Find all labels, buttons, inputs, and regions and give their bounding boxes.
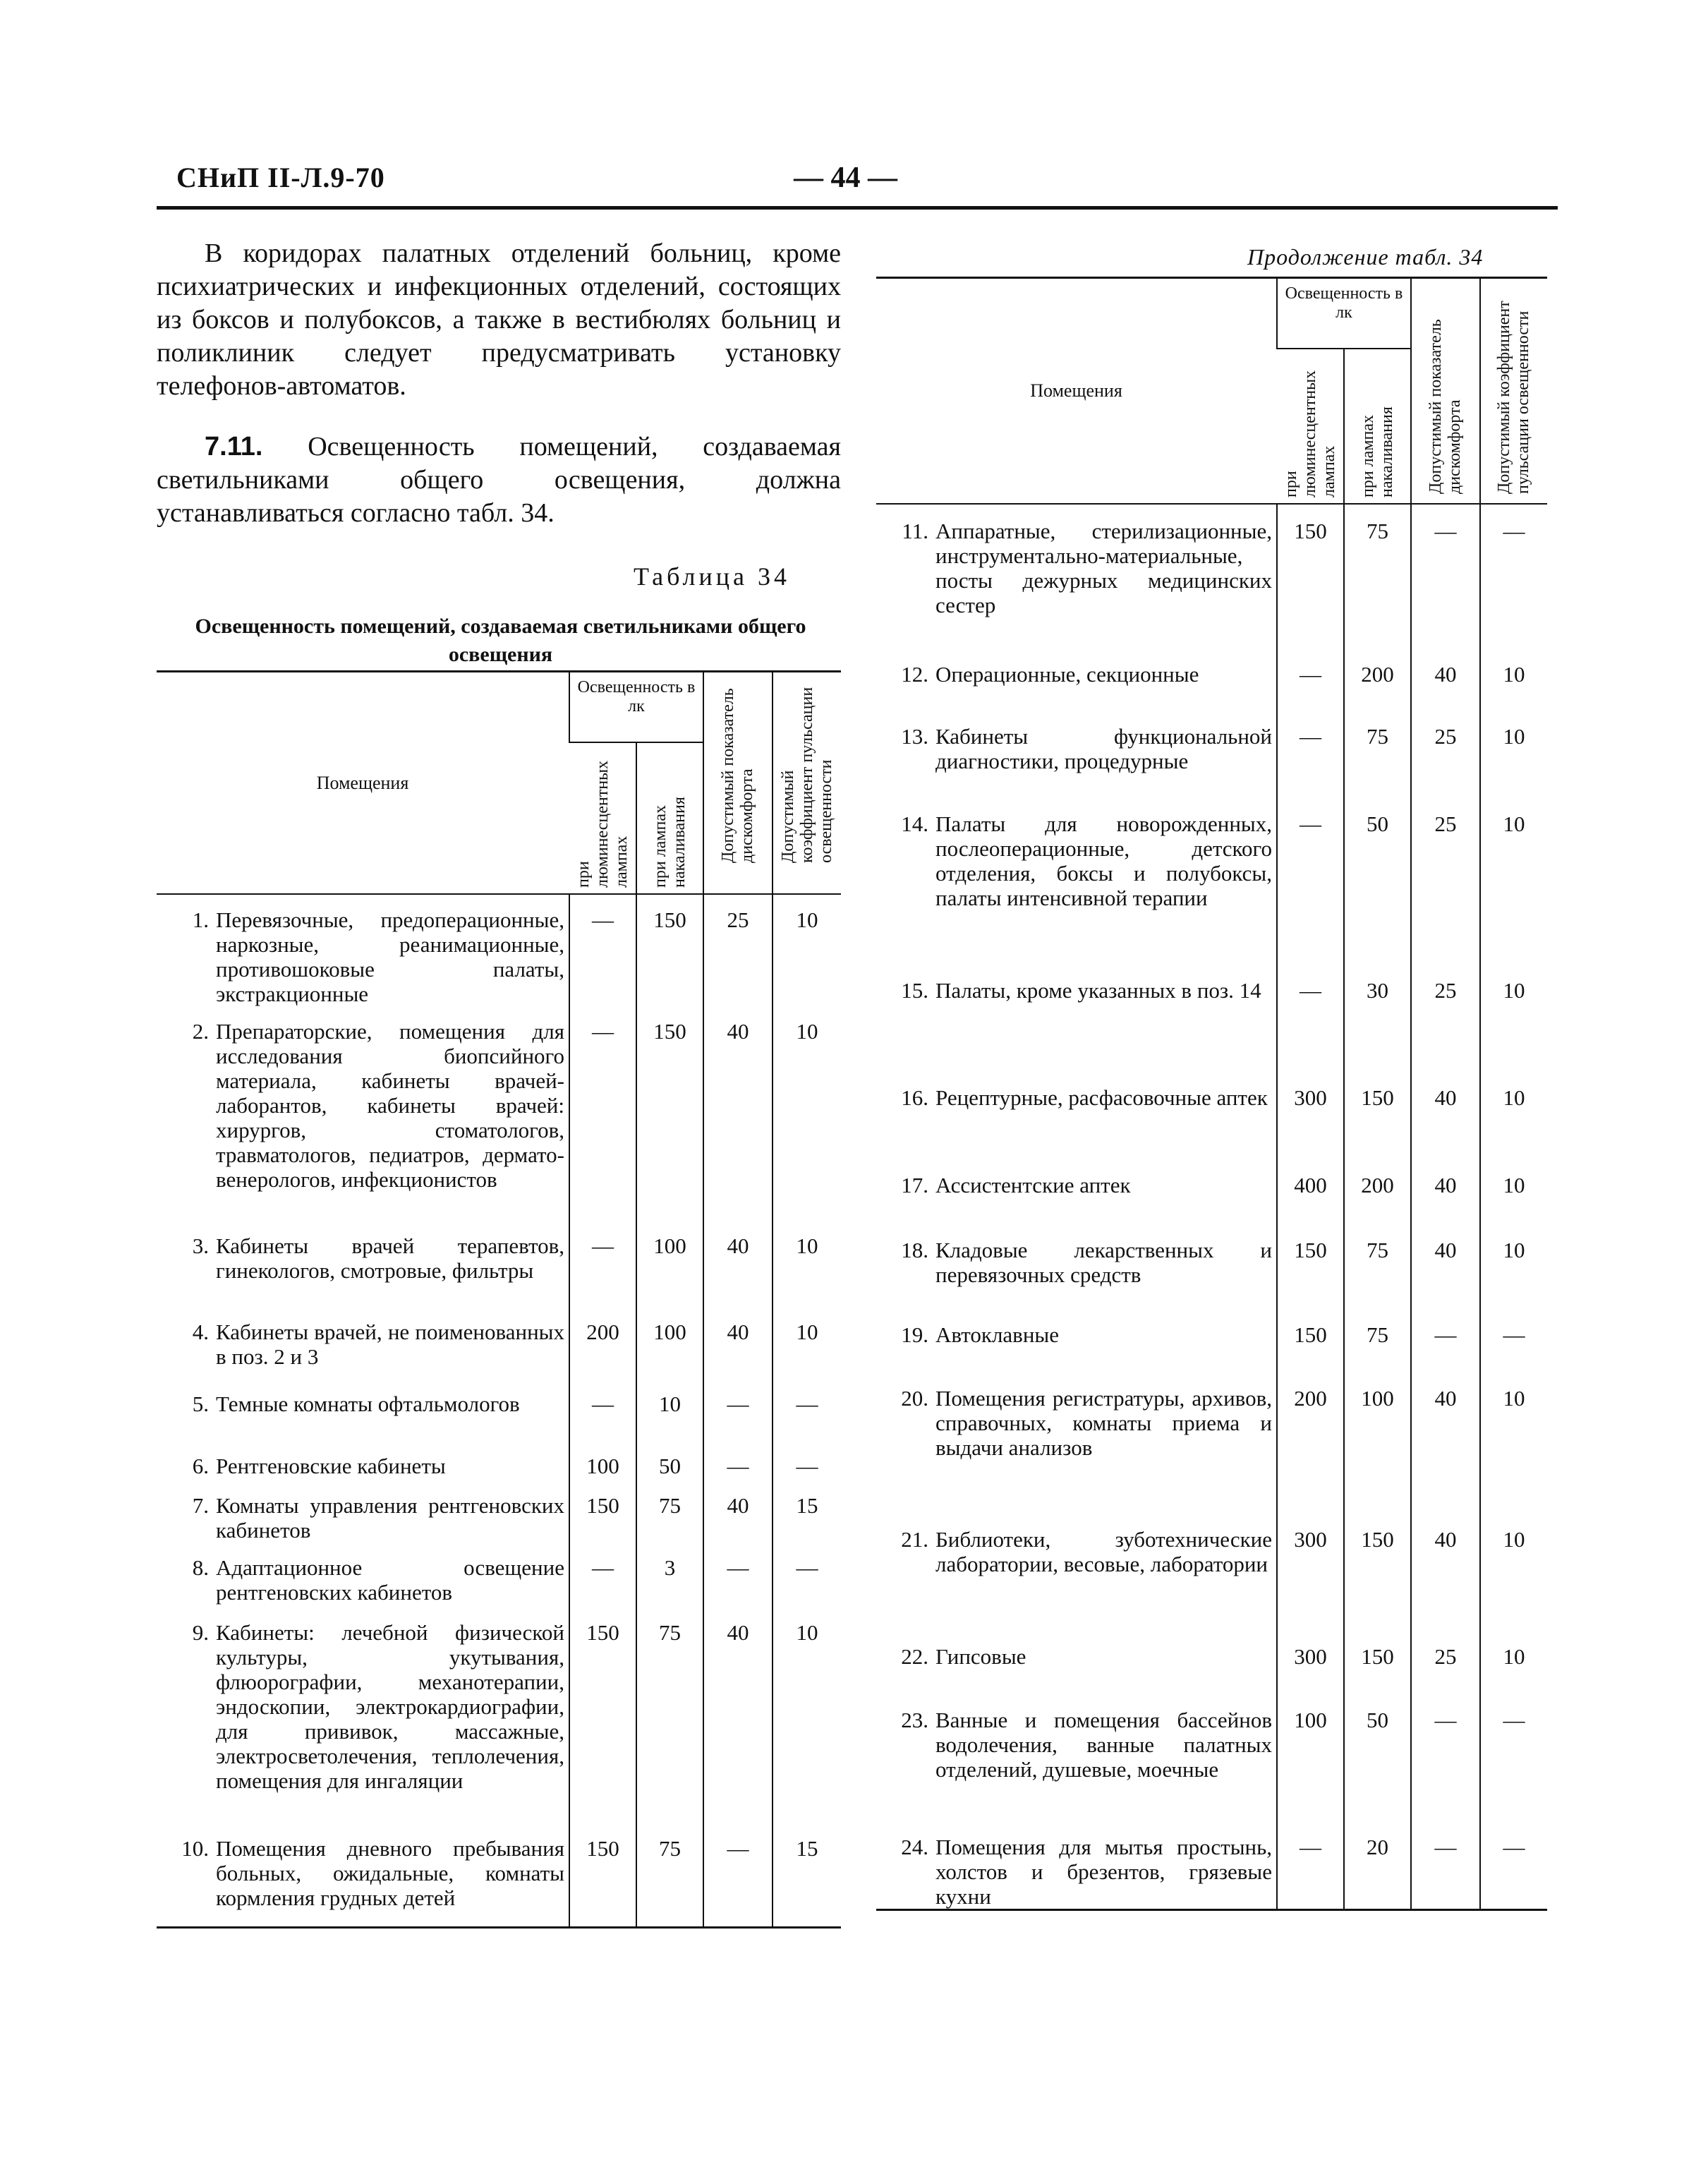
room-name: Библиотеки, зуботехнические лаборатории, весовые, лаборатории [935, 1526, 1272, 1576]
value-fluorescent: — [1277, 1821, 1344, 1910]
room-name: Темные комнаты офтальмологов [216, 1391, 520, 1416]
room-name: Помещения регистратуры, архивов, справочных, комнаты приема и выдачи анализов [935, 1385, 1272, 1460]
row-number: 12. [901, 661, 928, 687]
document-code: СНиП II-Л.9-70 [176, 162, 385, 193]
value-pulsation: 10 [773, 1221, 841, 1307]
row-number: 8. [192, 1555, 209, 1580]
row-number: 22. [901, 1643, 928, 1669]
paragraph-7-11 [157, 430, 841, 530]
value-fluorescent: — [1277, 648, 1344, 710]
room-name: Кабинеты: лечебной физической культуры, укутывания, флюорографии, механотерапии, эндоскопии, электрокардиографии, для прививок, массажные, электросветолечения, теплолечения, помещения для ингаляции [216, 1619, 564, 1793]
value-incandescent: 20 [1344, 1821, 1411, 1910]
room-name: Палаты для новорожденных, послеоперационные, детского отделения, боксы и полубоксы, палаты интенсивной терапии [935, 811, 1272, 910]
table-row [157, 894, 841, 1006]
col-header-incandescent [1344, 349, 1411, 504]
value-incandescent: 75 [636, 1480, 703, 1543]
value-fluorescent: — [569, 1379, 636, 1441]
col-header-discomfort-text: Допустимый показатель дискомфорта [1427, 319, 1464, 494]
room-name: Препараторские, помещения для исследования биопсийного материала, кабинеты врачей-лаборантов, кабинеты врачей: хирургов, стоматологов, травматологов, педиатров, дермато-венерологов, инфекционистов [216, 1018, 564, 1192]
row-number: 2. [192, 1018, 209, 1044]
value-pulsation: 15 [773, 1480, 841, 1543]
value-pulsation: 10 [773, 894, 841, 1006]
value-fluorescent: 150 [569, 1607, 636, 1823]
value-discomfort: 40 [1411, 1071, 1480, 1159]
col-header-fluorescent-text: при люминесцентных лампах [574, 760, 631, 888]
room-name: Рентгеновские кабинеты [216, 1453, 446, 1478]
value-pulsation: 10 [1480, 1224, 1547, 1308]
clause-text: Освещенность помещений, создаваемая светильниками общего освещения, должна устанавливаться согласно табл. 34. [157, 432, 841, 528]
value-discomfort: — [1411, 504, 1480, 648]
room-name: Кабинеты врачей, не поименованных в поз. 2 и 3 [216, 1319, 564, 1369]
value-pulsation: 10 [1480, 1630, 1547, 1694]
row-number: 11. [902, 518, 928, 543]
value-fluorescent: 150 [1277, 1224, 1344, 1308]
col-header-fluorescent-text: при люминесцентных лампах [1281, 370, 1338, 497]
value-incandescent: 200 [1344, 648, 1411, 710]
table-row [876, 1513, 1547, 1630]
table-label: Таблица 34 [634, 562, 790, 591]
table-row [876, 1694, 1547, 1821]
value-fluorescent: 150 [569, 1480, 636, 1543]
value-pulsation: 10 [1480, 1513, 1547, 1630]
room-name: Помещения для мытья простынь, холстов и брезентов, грязевые кухни [935, 1834, 1272, 1909]
value-fluorescent: — [569, 1006, 636, 1221]
table-row [157, 1543, 841, 1607]
value-fluorescent: — [1277, 710, 1344, 797]
value-incandescent: 150 [1344, 1630, 1411, 1694]
value-discomfort: 25 [1411, 797, 1480, 964]
value-fluorescent: 150 [1277, 504, 1344, 648]
value-pulsation: — [773, 1543, 841, 1607]
value-pulsation: 15 [773, 1823, 841, 1928]
table-row [157, 1221, 841, 1307]
room-cell [876, 1513, 1277, 1630]
table-34-part-1 [157, 670, 841, 1928]
table-row [157, 1379, 841, 1441]
table-34-part-2 [876, 277, 1547, 1911]
value-pulsation: 10 [773, 1006, 841, 1221]
room-cell [876, 1630, 1277, 1694]
table-title: Освещенность помещений, создаваемая светильниками общего освещения [195, 615, 806, 666]
value-incandescent: 75 [1344, 710, 1411, 797]
col-header-discomfort-text: Допустимый показатель дискомфорта [719, 688, 756, 863]
row-number: 3. [192, 1233, 209, 1258]
table-row [876, 648, 1547, 710]
table-row [876, 1071, 1547, 1159]
room-cell [157, 1543, 569, 1607]
room-cell [876, 504, 1277, 648]
row-number: 6. [192, 1453, 209, 1478]
value-fluorescent: 200 [1277, 1372, 1344, 1513]
room-name: Кладовые лекарственных и перевязочных средств [935, 1237, 1272, 1287]
col-header-discomfort [1411, 278, 1480, 504]
room-cell [157, 1379, 569, 1441]
value-pulsation: 10 [1480, 1159, 1547, 1224]
value-pulsation: — [1480, 1308, 1547, 1372]
paragraph-telephones: В коридорах палатных отделений больниц, кроме психиатрических и инфекционных отделений, состоящих из боксов и полубоксов, а также в вестибюлях больниц и поликлиник следует предусматривать установку телефонов-автоматов. [157, 239, 841, 401]
value-discomfort: 40 [703, 1607, 773, 1823]
row-number: 5. [192, 1391, 209, 1416]
row-number: 7. [192, 1492, 209, 1518]
room-cell [157, 1607, 569, 1823]
col-header-discomfort [703, 672, 773, 894]
row-number: 21. [901, 1526, 928, 1552]
row-number: 10. [181, 1835, 209, 1861]
col-header-incandescent-text: при лампах накаливания [1358, 406, 1396, 497]
value-incandescent: 100 [636, 1221, 703, 1307]
row-number: 20. [901, 1385, 928, 1411]
room-cell [157, 1221, 569, 1307]
room-name: Адаптационное освещение рентгеновских кабинетов [216, 1555, 564, 1605]
room-name: Палаты, кроме указанных в поз. 14 [935, 977, 1261, 1003]
room-name: Перевязочные, предоперационные, наркозные, реанимационные, противошоковые палаты, экстракционные [216, 907, 564, 1006]
value-discomfort: 40 [1411, 1159, 1480, 1224]
value-pulsation: — [773, 1441, 841, 1480]
table-row [157, 1441, 841, 1480]
table-row [876, 964, 1547, 1071]
row-number: 18. [901, 1237, 928, 1262]
value-discomfort: — [703, 1441, 773, 1480]
value-fluorescent: 300 [1277, 1630, 1344, 1694]
room-cell [157, 1307, 569, 1379]
value-pulsation: 10 [1480, 710, 1547, 797]
value-incandescent: 200 [1344, 1159, 1411, 1224]
value-fluorescent: 150 [1277, 1308, 1344, 1372]
value-fluorescent: 100 [569, 1441, 636, 1480]
value-incandescent: 75 [636, 1823, 703, 1928]
value-fluorescent: — [569, 1543, 636, 1607]
value-discomfort: 40 [1411, 648, 1480, 710]
table-row [876, 1630, 1547, 1694]
page-number: — 44 — [794, 162, 897, 194]
value-incandescent: 75 [1344, 1224, 1411, 1308]
value-fluorescent: 300 [1277, 1513, 1344, 1630]
value-incandescent: 50 [636, 1441, 703, 1480]
row-number: 13. [901, 723, 928, 749]
value-discomfort: 40 [703, 1006, 773, 1221]
row-number: 15. [901, 977, 928, 1003]
room-name: Ассистентские аптек [935, 1172, 1131, 1197]
value-fluorescent: — [1277, 797, 1344, 964]
value-discomfort: 40 [703, 1307, 773, 1379]
room-cell [876, 1372, 1277, 1513]
continuation-label: Продолжение табл. 34 [1247, 244, 1484, 270]
value-incandescent: 75 [636, 1607, 703, 1823]
value-pulsation: — [1480, 1821, 1547, 1910]
value-fluorescent: — [1277, 964, 1344, 1071]
col-header-incandescent-text: при лампах накаливания [650, 796, 689, 888]
col-header-fluorescent [569, 742, 636, 894]
table-row [157, 1607, 841, 1823]
row-number: 23. [901, 1707, 928, 1732]
room-name: Автоклавные [935, 1322, 1059, 1347]
value-incandescent: 10 [636, 1379, 703, 1441]
row-number: 14. [901, 811, 928, 836]
col-header-illuminance: Освещенность в лк [1277, 278, 1411, 349]
col-header-room: Помещения [876, 278, 1277, 504]
col-header-fluorescent [1277, 349, 1344, 504]
value-discomfort: 40 [1411, 1372, 1480, 1513]
table-row [876, 1308, 1547, 1372]
value-incandescent: 50 [1344, 1694, 1411, 1821]
col-header-pulsation-text: Допустимый коэффициент пульсации освещенности [1495, 301, 1532, 494]
value-discomfort: 40 [703, 1221, 773, 1307]
col-header-pulsation-text: Допустимый коэффициент пульсации освещенности [778, 687, 835, 863]
value-pulsation: 10 [1480, 964, 1547, 1071]
room-cell [157, 894, 569, 1006]
room-name: Ванные и помещения бассейнов водолечения, ванные палатных отделений, душевые, моечные [935, 1707, 1272, 1782]
room-cell [876, 1159, 1277, 1224]
value-incandescent: 75 [1344, 504, 1411, 648]
table-row [157, 1006, 841, 1221]
row-number: 16. [901, 1085, 928, 1110]
room-cell [876, 1694, 1277, 1821]
table-row [876, 797, 1547, 964]
table-row [157, 1307, 841, 1379]
row-number: 19. [901, 1322, 928, 1347]
value-discomfort: 40 [1411, 1513, 1480, 1630]
col-header-room: Помещения [157, 672, 569, 894]
value-pulsation: 10 [1480, 1071, 1547, 1159]
value-incandescent: 150 [1344, 1071, 1411, 1159]
value-discomfort: — [1411, 1308, 1480, 1372]
room-cell [876, 964, 1277, 1071]
value-fluorescent: 300 [1277, 1071, 1344, 1159]
value-incandescent: 30 [1344, 964, 1411, 1071]
value-incandescent: 50 [1344, 797, 1411, 964]
table-row [876, 1821, 1547, 1910]
value-discomfort: — [1411, 1821, 1480, 1910]
room-name: Кабинеты функциональной диагностики, процедурные [935, 723, 1272, 773]
value-fluorescent: 150 [569, 1823, 636, 1928]
row-number: 4. [192, 1319, 209, 1344]
value-discomfort: — [1411, 1694, 1480, 1821]
row-number: 24. [901, 1834, 928, 1859]
value-incandescent: 150 [636, 1006, 703, 1221]
col-header-illuminance: Освещенность в лк [569, 672, 703, 742]
value-fluorescent: 400 [1277, 1159, 1344, 1224]
value-incandescent: 100 [636, 1307, 703, 1379]
value-pulsation: — [1480, 1694, 1547, 1821]
room-cell [876, 797, 1277, 964]
value-fluorescent: 200 [569, 1307, 636, 1379]
value-pulsation: 10 [1480, 1372, 1547, 1513]
value-fluorescent: — [569, 1221, 636, 1307]
col-header-incandescent [636, 742, 703, 894]
value-discomfort: 25 [1411, 1630, 1480, 1694]
value-discomfort: 25 [1411, 710, 1480, 797]
value-discomfort: — [703, 1379, 773, 1441]
value-incandescent: 150 [1344, 1513, 1411, 1630]
room-cell [876, 648, 1277, 710]
room-cell [876, 1071, 1277, 1159]
room-name: Операционные, секционные [935, 661, 1199, 687]
room-name: Кабинеты врачей терапевтов, гинекологов, смотровые, фильтры [216, 1233, 564, 1283]
clause-number: 7.11. [205, 432, 263, 461]
room-cell [876, 1308, 1277, 1372]
value-fluorescent: — [569, 894, 636, 1006]
room-cell [157, 1823, 569, 1928]
value-incandescent: 75 [1344, 1308, 1411, 1372]
room-name: Аппаратные, стерилизационные, инструментально-материальные, посты дежурных медицинских сестер [935, 518, 1272, 617]
room-cell [876, 1224, 1277, 1308]
table-row [876, 1372, 1547, 1513]
table-row [876, 710, 1547, 797]
room-name: Рецептурные, расфасовочные аптек [935, 1085, 1268, 1110]
value-pulsation: 10 [773, 1307, 841, 1379]
room-name: Помещения дневного пребывания больных, ожидальные, комнаты кормления грудных детей [216, 1835, 564, 1910]
row-number: 9. [192, 1619, 209, 1645]
value-incandescent: 100 [1344, 1372, 1411, 1513]
row-number: 1. [192, 907, 209, 932]
value-discomfort: 25 [703, 894, 773, 1006]
header-rule [157, 206, 1558, 210]
room-cell [157, 1480, 569, 1543]
table-row [876, 504, 1547, 648]
room-name: Гипсовые [935, 1643, 1026, 1669]
table-row [157, 1823, 841, 1928]
room-cell [876, 710, 1277, 797]
value-discomfort: 25 [1411, 964, 1480, 1071]
value-incandescent: 150 [636, 894, 703, 1006]
value-pulsation: 10 [1480, 797, 1547, 964]
value-incandescent: 3 [636, 1543, 703, 1607]
table-row [157, 1480, 841, 1543]
table-row [876, 1159, 1547, 1224]
col-header-pulsation [1480, 278, 1547, 504]
value-pulsation: — [1480, 504, 1547, 648]
room-cell [876, 1821, 1277, 1910]
value-discomfort: 40 [1411, 1224, 1480, 1308]
value-pulsation: 10 [773, 1607, 841, 1823]
value-pulsation: 10 [1480, 648, 1547, 710]
room-cell [157, 1441, 569, 1480]
table-row [876, 1224, 1547, 1308]
col-header-pulsation [773, 672, 841, 894]
value-fluorescent: 100 [1277, 1694, 1344, 1821]
row-number: 17. [901, 1172, 928, 1197]
value-pulsation: — [773, 1379, 841, 1441]
value-discomfort: 40 [703, 1480, 773, 1543]
room-cell [157, 1006, 569, 1221]
room-name: Комнаты управления рентгеновских кабинетов [216, 1492, 564, 1543]
value-discomfort: — [703, 1823, 773, 1928]
value-discomfort: — [703, 1543, 773, 1607]
